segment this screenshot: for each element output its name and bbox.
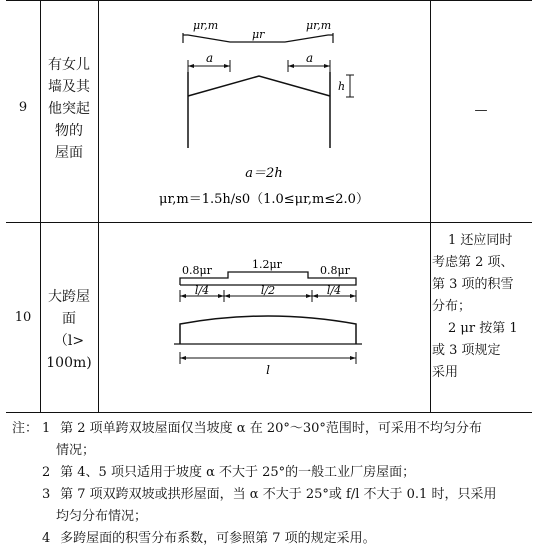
- footnote-text: 第 2 项单跨双坡屋面仅当坡度 α 在 20°～30°范围时，可采用不均匀分布: [60, 421, 482, 436]
- row-number: 10: [14, 310, 32, 325]
- arrow-icon: [188, 64, 194, 68]
- note-line: 1 还应同时: [448, 233, 513, 248]
- footnote-item: [42, 462, 532, 484]
- footnote-index: 2: [42, 465, 51, 480]
- formula-mu: μr,m＝1.5h/s0（1.0≤μr,m≤2.0）: [159, 192, 369, 207]
- footnote-item: [42, 418, 532, 462]
- row-note: [432, 230, 530, 384]
- footnote-label: 注：: [12, 421, 39, 436]
- label-right-load: 0.8μr: [320, 264, 350, 277]
- note-line: 第 3 项的积雪: [432, 277, 514, 292]
- arrow-icon: [324, 64, 330, 68]
- label-a-left: a: [206, 51, 214, 65]
- arrow-icon: [306, 294, 312, 298]
- footnote-item: [42, 528, 532, 550]
- table-bottom-border: [6, 412, 532, 413]
- roof-line: [188, 76, 330, 96]
- label-left-mu: μr,m: [193, 19, 219, 32]
- dim-mid: l/2: [260, 284, 276, 297]
- footnote-text: 均匀分布情况；: [56, 509, 148, 524]
- arrow-icon: [288, 64, 294, 68]
- row-name-line: 墙及其: [48, 79, 90, 95]
- label-right-mu: μr,m: [306, 19, 332, 32]
- footnote-index: 4: [42, 531, 51, 546]
- long-span-roof-diagram: [98, 222, 430, 412]
- snow-distribution-table: [6, 0, 532, 413]
- row-name-line: 大跨屋面: [48, 289, 90, 327]
- dim-left: l/4: [194, 284, 210, 297]
- note-line: 考虑第 2 项、: [432, 255, 514, 270]
- label-h: h: [338, 80, 346, 93]
- label-a-right: a: [306, 51, 314, 65]
- arrow-icon: [350, 294, 356, 298]
- dim-total: l: [266, 363, 270, 377]
- column-divider: [430, 0, 431, 413]
- row-name-line: 他突起: [48, 101, 90, 117]
- footnote-text: 第 4、5 项只适用于坡度 α 不大于 25°的一般工业厂房屋面；: [60, 465, 416, 480]
- label-mid-load: 1.2μr: [252, 258, 282, 271]
- arrow-icon: [350, 356, 356, 360]
- dim-right: l/4: [326, 284, 342, 297]
- arched-roof: [180, 316, 356, 344]
- footnote-text: 第 7 项双跨双坡或拱形屋面，当 α 不大于 25°或 f/l 不大于 0.1 时，只采用: [60, 487, 497, 502]
- row-name: [42, 54, 96, 164]
- footnote-text: 情况；: [56, 443, 96, 458]
- row-name-line: 物的: [55, 123, 83, 139]
- row-name-line: 100m): [46, 355, 92, 371]
- note-line: 分布；: [432, 299, 472, 314]
- column-divider: [40, 0, 41, 413]
- row-name-line: （l>: [53, 333, 85, 349]
- row-name: [42, 286, 96, 374]
- label-left-load: 0.8μr: [182, 264, 212, 277]
- formula-a: a＝2h: [245, 166, 283, 181]
- parapet-roof-diagram: [98, 0, 430, 222]
- row-name-line: 屋面: [55, 145, 83, 161]
- note-line: 采用: [432, 365, 459, 380]
- row-note: —: [474, 103, 488, 118]
- footnote-index: 3: [42, 487, 51, 502]
- arrow-icon: [312, 294, 318, 298]
- footnote-text: 多跨屋面的积雪分布系数，可参照第 7 项的规定采用。: [60, 531, 376, 546]
- footnote-item: [42, 484, 532, 528]
- label-mid-mu: μr: [252, 28, 265, 41]
- arrow-icon: [180, 356, 186, 360]
- note-line: 2 μr 按第 1: [448, 321, 518, 336]
- arrow-icon: [224, 294, 230, 298]
- footnote-index: 1: [42, 421, 51, 436]
- arrow-icon: [224, 64, 230, 68]
- table-footnotes: [12, 418, 532, 550]
- row-number: 9: [18, 100, 28, 115]
- row-name-line: 有女儿: [48, 57, 90, 73]
- note-line: 或 3 项规定: [432, 343, 501, 358]
- arrow-icon: [180, 294, 186, 298]
- arrow-icon: [218, 294, 224, 298]
